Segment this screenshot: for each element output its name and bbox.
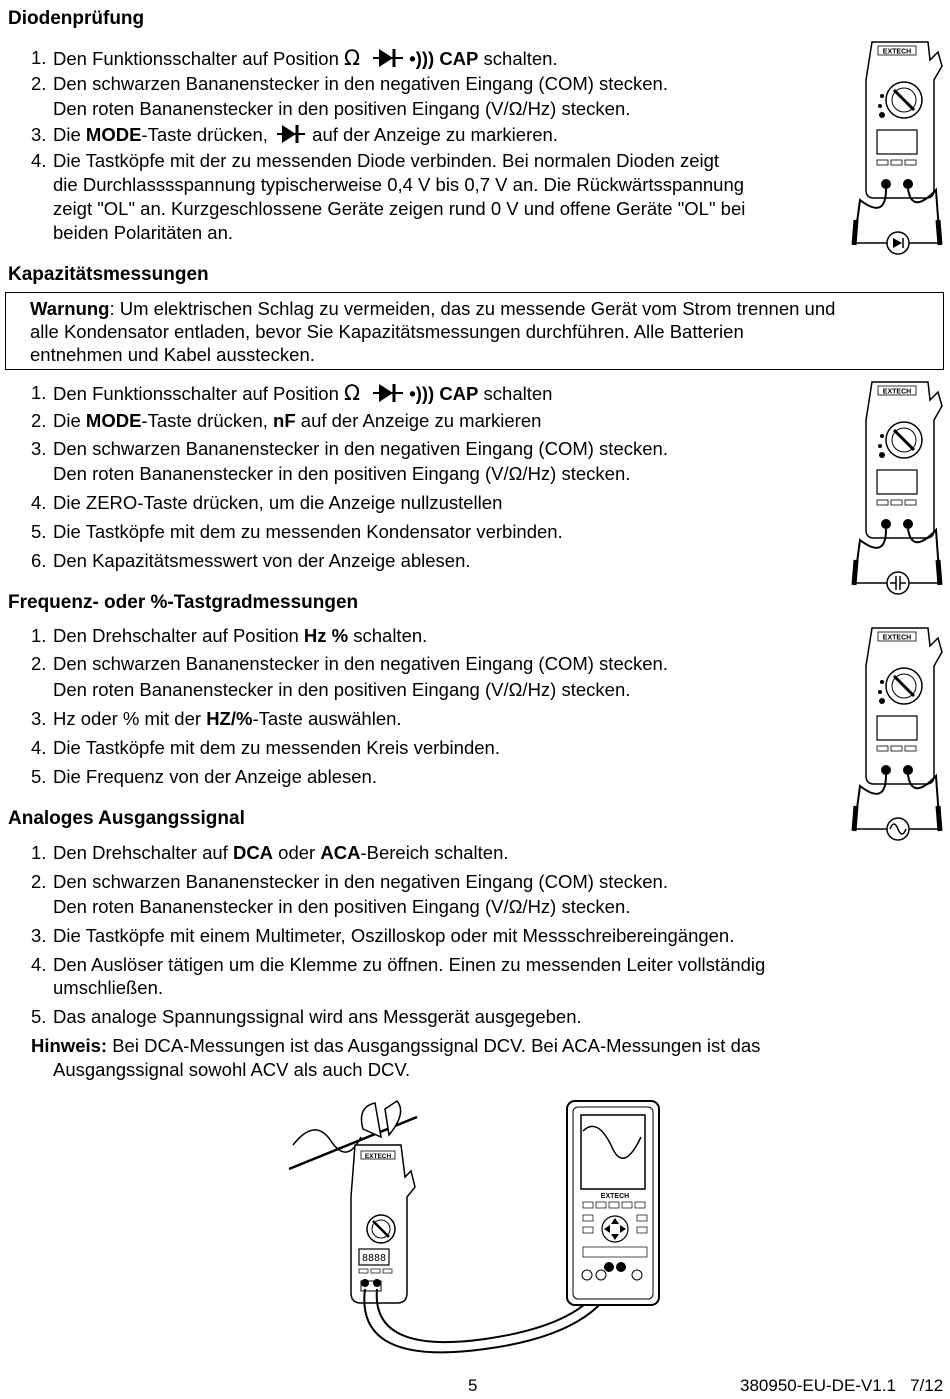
section-title-analog: Analoges Ausgangssignal (8, 808, 245, 829)
page-number: 5 (468, 1376, 478, 1395)
com-jack (881, 765, 891, 775)
warning-box: Warnung: Um elektrischen Schlag zu vermeiden, das zu messende Gerät vom Strom trennen und alle Kondensator entladen, bevor Sie Kapazitätsmessungen durchführen. Alle Batterien entnehmen und Kabel ausstecken. (5, 292, 944, 370)
section-title-frequency: Frequenz- oder %-Tastgradmessungen (8, 592, 359, 613)
clamp-meter-figure-frequency (850, 626, 945, 848)
meter-display (877, 130, 917, 154)
v-jack (903, 179, 913, 189)
clamp-brand: EXTECH (364, 1153, 392, 1160)
clamp-meter-figure-diode (850, 40, 945, 260)
com-jack (881, 519, 891, 529)
ohm-symbol: Ω (344, 381, 361, 405)
scope-brand: EXTECH (600, 1193, 630, 1200)
meter-brand: EXTECH (882, 48, 912, 56)
sine-wave-signal (293, 1130, 361, 1152)
scope-multimeter (567, 1101, 659, 1305)
meter-brand: EXTECH (882, 388, 912, 396)
diode-icon (373, 383, 403, 403)
com-jack (881, 179, 891, 189)
warning-label: Warnung (30, 298, 110, 319)
v-jack (903, 765, 913, 775)
meter-display (877, 470, 917, 494)
note-label: Hinweis: (31, 1035, 108, 1056)
diode-icon (277, 124, 305, 144)
section-title-capacitance: Kapazitätsmessungen (8, 264, 209, 285)
document-code: 380950-EU-DE-V1.1 7/12 (740, 1376, 944, 1395)
clamp-meter-figure-capacitance (850, 380, 945, 600)
meter-body (866, 382, 942, 538)
meter-body (866, 628, 942, 784)
v-jack (903, 519, 913, 529)
ohm-symbol: Ω (344, 46, 361, 70)
diode-icon (373, 48, 403, 68)
analog-output-illustration (285, 1097, 665, 1355)
meter-body (866, 42, 942, 198)
meter-display (877, 716, 917, 740)
manual-page: Diodenprüfung 1. Den Funktionsschalter auf Position Ω •))) CAP schalten. 2. Den schwarzen Bananenstecker in den negativen Eingang (COM) stecken. Den roten Bananenstecker in den positiven Eingang (V/Ω/Hz) stecken. 3. Die MODE-Taste drücken, auf der Anzeige zu markieren. 4. Die Tastköpfe mit der zu messenden Diode verbinden. Bei normalen Dioden zeigt die Durchlasssspannung typischerweise 0,4 V bis 0,7 V an. Die Rückwärtsspannung zeigt "OL" an. Kurzgeschlossene Geräte zeigen rund 0 V und offene Geräte "OL" bei beiden Polaritäten an. Kapazitätsmessungen Warnung: Um elektrischen Schlag zu vermeiden, das zu messende Gerät vom Strom trennen und alle Kondensator entladen, bevor Sie Kapazitätsmessungen durchführen. Alle Batterien entnehmen und Kabel ausstecken. 1. Den Funktionsschalter auf Position Ω •))) CAP schalten 2. Die MODE-Taste drücken, nF auf der Anzeige zu markieren 3. Den schwarzen Bananenstecker in den negativen Eingang (COM) stecken. Den roten Bananenstecker in den positiven Eingang (V/Ω/Hz) stecken. 4. Die ZERO-Taste drücken, um die Anzeige nullzustellen 5. Die Tastköpfe mit dem zu messenden Kondensator verbinden. 6. Den Kapazitätsmesswert von der Anzeige ablesen. Frequenz- oder %-Tastgradmessungen 1. Den Drehschalter auf Position Hz % schalten. 2. Den schwarzen Bananenstecker in den negativen Eingang (COM) stecken. Den roten Bananenstecker in den positiven Eingang (V/Ω/Hz) stecken. 3. Hz oder % mit der HZ/%-Taste auswählen. 4. Die Tastköpfe mit dem zu messenden Kreis verbinden. 5. Die Frequenz von der Anzeige ablesen. Analoges Ausgangssignal 1. Den Drehschalter auf DCA oder ACA-Bereich schalten. 2. Den schwarzen Bananenstecker in den negativen Eingang (COM) stecken. Den roten Bananenstecker in den positiven Eingang (V/Ω/Hz) stecken. 3. Die Tastköpfe mit einem Multimeter, Oszilloskop oder mit Messschreibereingängen. 4. Den Auslöser tätigen um die Klemme zu öffnen. Einen zu messenden Leiter vollständig umschließen. 5. Das analoge Spannungssignal wird ans Messgerät ausgegeben. Hinweis: Bei DCA-Messungen ist das Ausgangssignal DCV. Bei ACA-Messungen ist das Ausgangssignal sowohl ACV als auch DCV. EXTECH EXTECH EXTECH EXTECH 8888 EXTECH 5 380950-EU-DE-V1.1 7/12 (0, 0, 950, 1399)
clamp-display-value: 8888 (361, 1253, 387, 1264)
section-title-diode: Diodenprüfung (8, 8, 145, 29)
meter-brand: EXTECH (882, 634, 912, 642)
